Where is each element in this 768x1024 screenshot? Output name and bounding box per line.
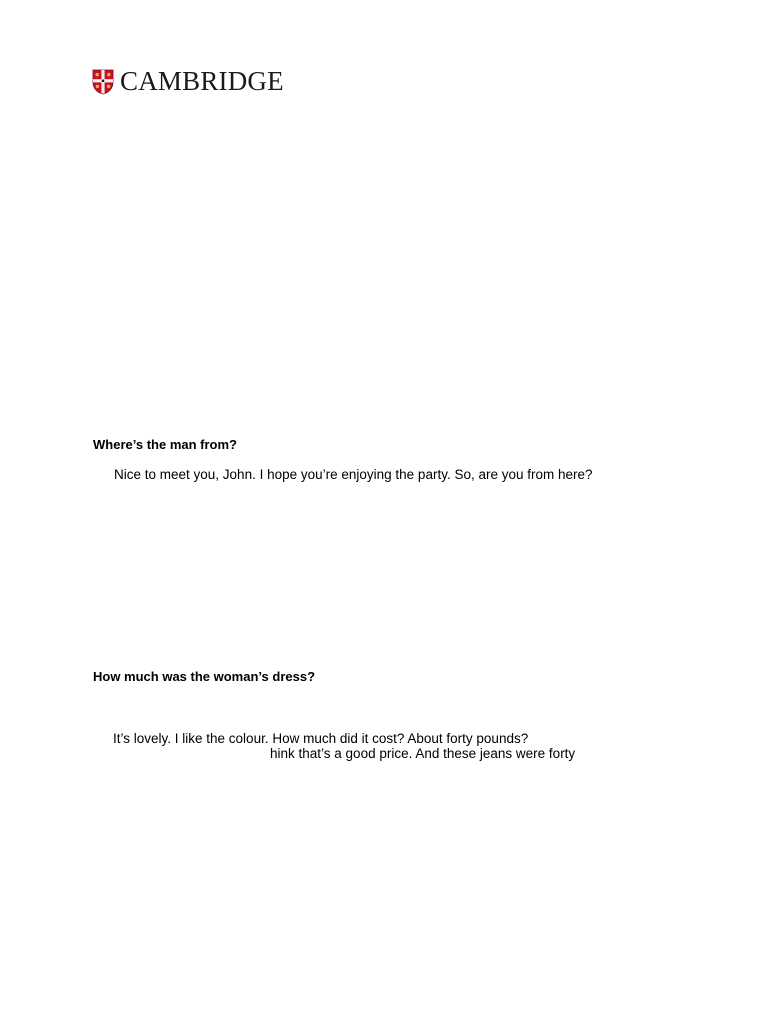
question-heading: Where’s the man from? bbox=[93, 437, 237, 452]
cambridge-logo bbox=[92, 68, 284, 95]
transcript-line: It’s lovely. I like the colour. How much did it cost? About forty pounds? bbox=[113, 731, 529, 746]
question-heading: How much was the woman’s dress? bbox=[93, 669, 316, 684]
logo-wordmark: CAMBRIDGE bbox=[120, 66, 284, 96]
cambridge-shield-icon bbox=[92, 69, 114, 95]
transcript-line: hink that’s a good price. And these jeans were forty bbox=[270, 746, 576, 761]
transcript-line: Nice to meet you, John. I hope you’re enjoying the party. So, are you from here? bbox=[114, 467, 593, 482]
